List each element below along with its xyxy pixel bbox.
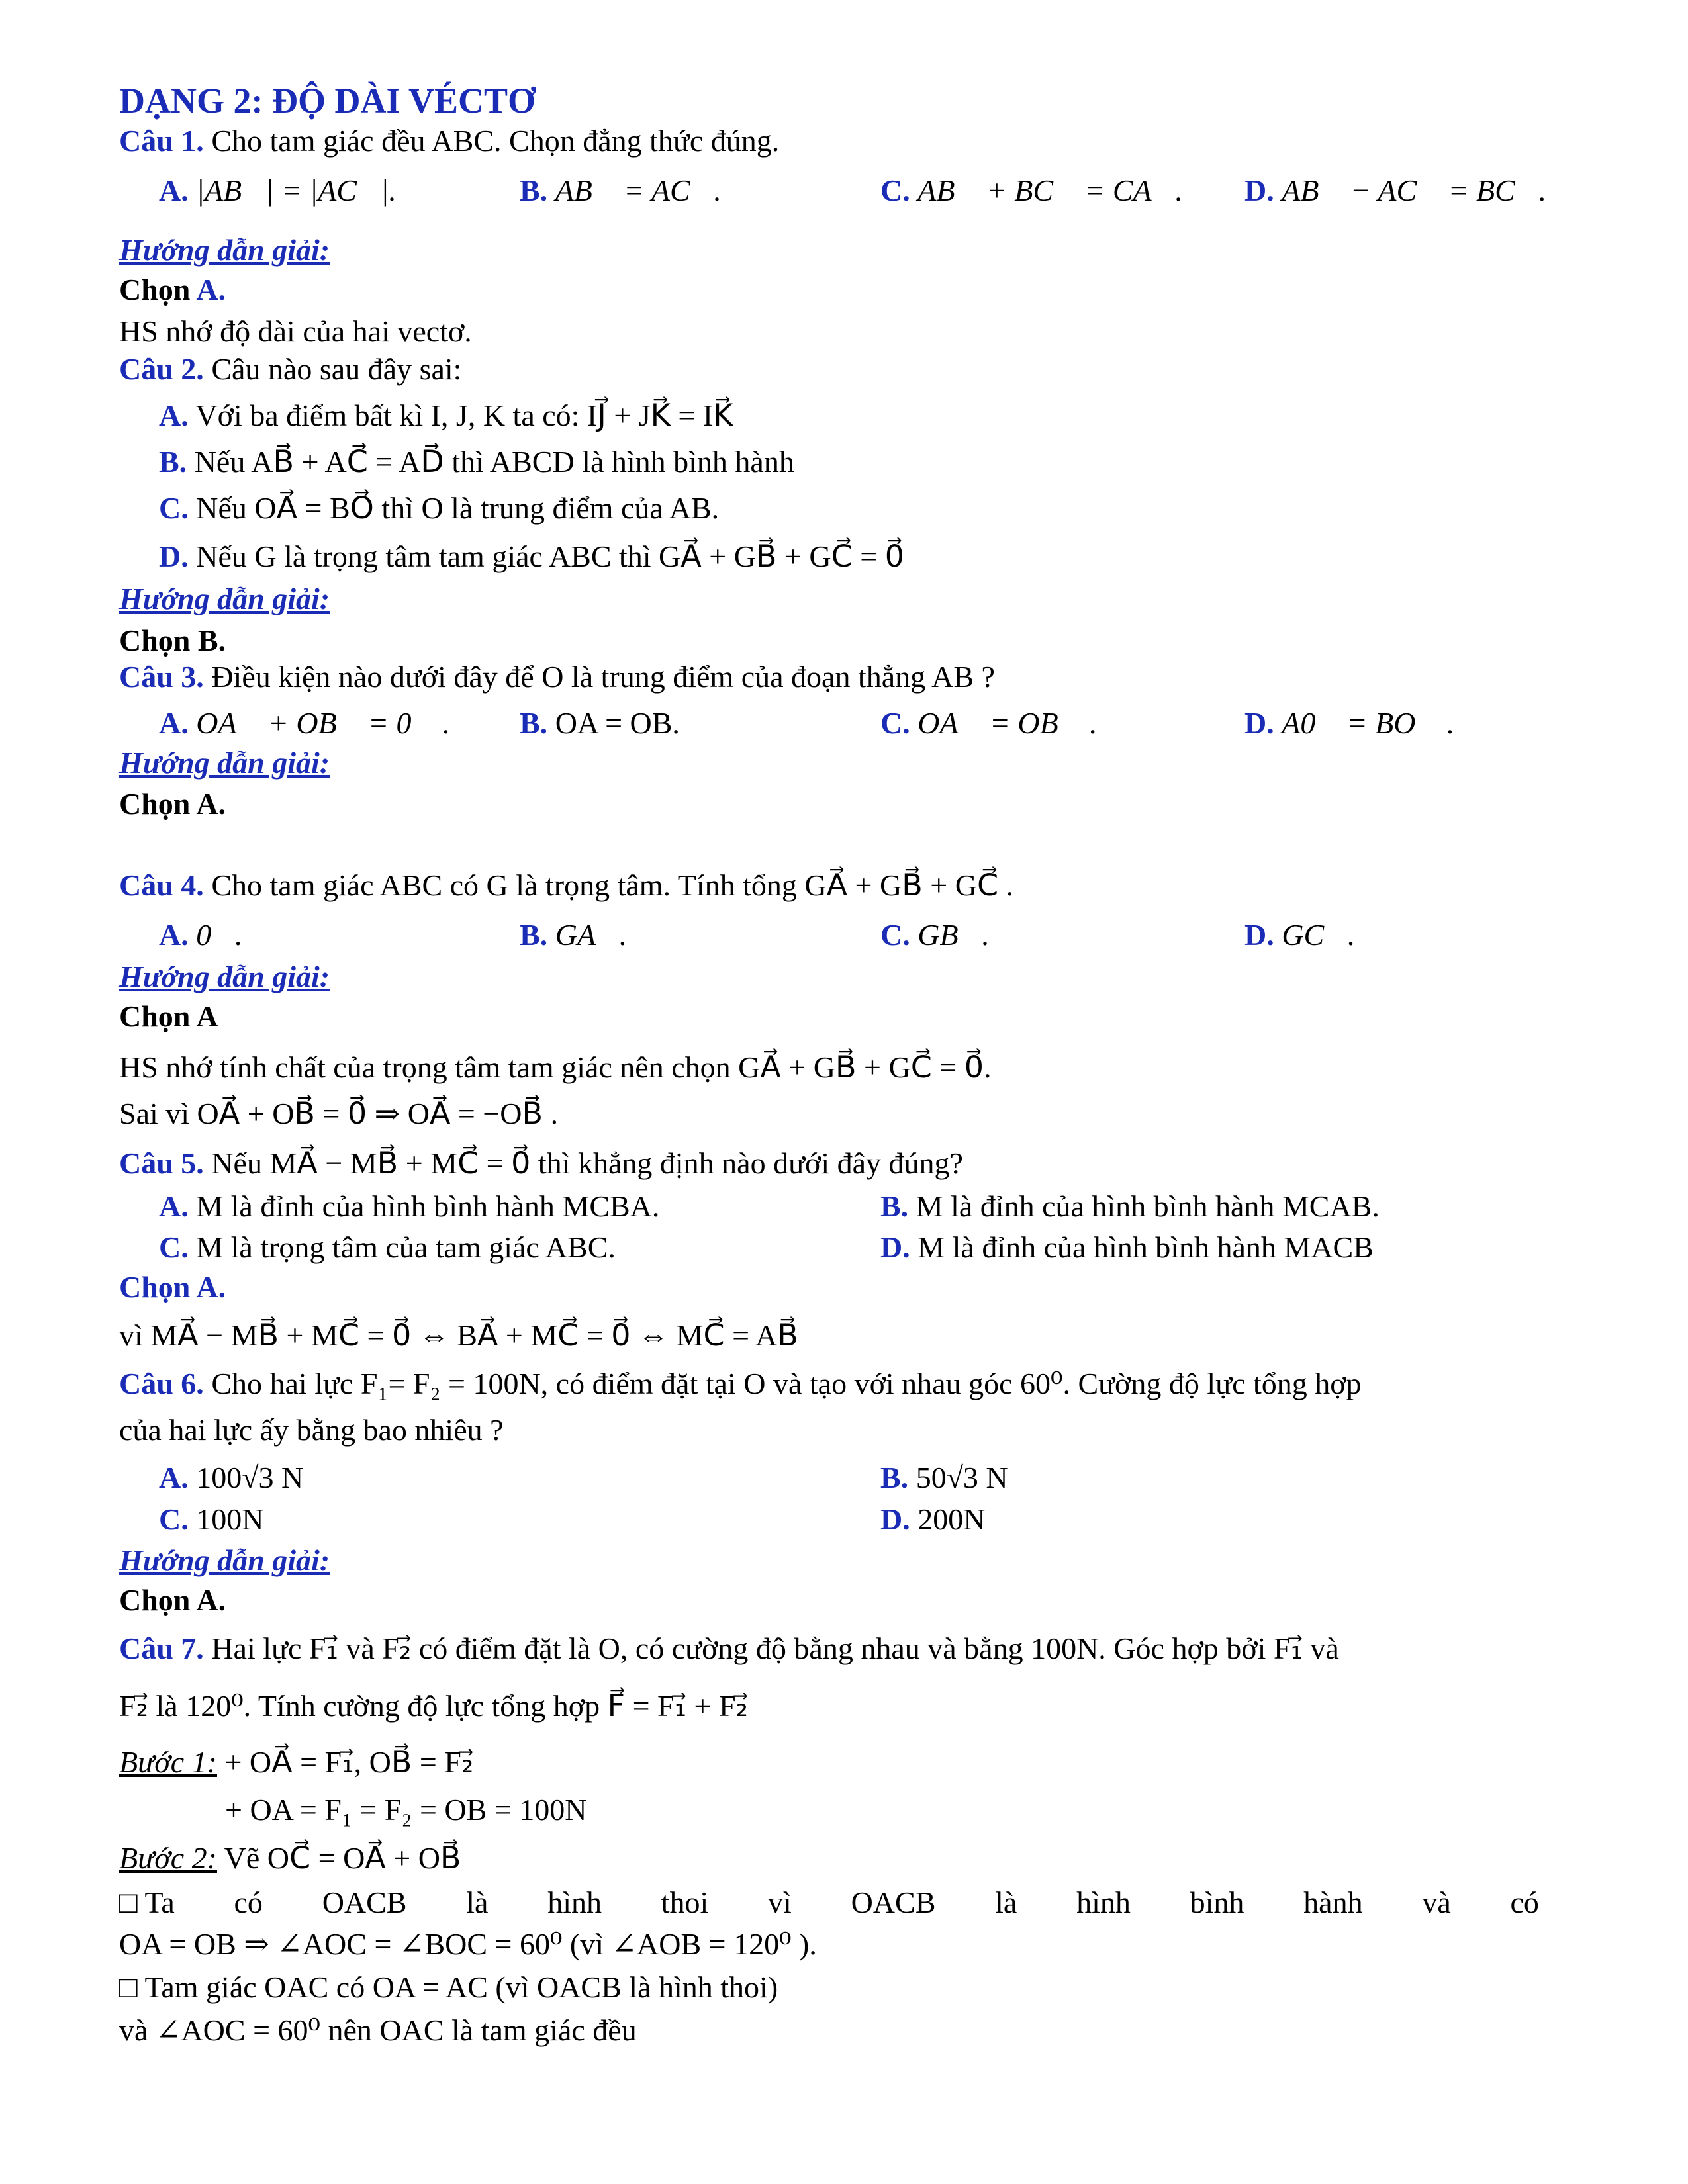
q4-option-b: B. GA⃗. bbox=[520, 918, 628, 952]
answer-note: Sai vì OA⃗ + OB⃗ = 0⃗ ⇒ OA⃗ = −OB⃗ . bbox=[119, 1097, 559, 1130]
q1-option-c: C. AB⃗ + BC⃗ = CA⃗. bbox=[880, 173, 1183, 207]
answer-note: vì MA⃗ − MB⃗ + MC⃗ = 0⃗ ⇔ BA⃗ + MC⃗ = 0⃗ ⇔ MC⃗ = AB⃗ bbox=[119, 1318, 798, 1352]
q4-option-a: A. 0⃗. bbox=[159, 918, 243, 952]
answer-choice: Chọn A. bbox=[119, 1583, 226, 1617]
answer-choice: Chọn A. bbox=[119, 273, 226, 306]
question-7-cont: F₂⃗ là 120⁰. Tính cường độ lực tổng hợp F⃗ = F₁⃗ + F₂⃗ bbox=[119, 1689, 749, 1723]
q6-option-b: B. 50√3 N bbox=[880, 1461, 1008, 1494]
answer-choice: Chọn A. bbox=[119, 787, 226, 821]
q6-option-d: D. 200N bbox=[880, 1502, 986, 1536]
guide-heading: Hướng dẫn giải: bbox=[119, 233, 330, 267]
q2-option-d: D. Nếu G là trọng tâm tam giác ABC thì GA⃗ + GB⃗ + GC⃗ = 0⃗ bbox=[159, 539, 904, 573]
question-1 bbox=[119, 126, 779, 156]
answer-choice: Chọn A. bbox=[119, 1270, 226, 1304]
justified-line: □ Ta có OACB là hình thoi vì OACB là hình bình hành và có bbox=[119, 1886, 1539, 1919]
proof-line: OA = OB ⇒ ∠AOC = ∠BOC = 60⁰ (vì ∠AOB = 120⁰ ). bbox=[119, 1927, 817, 1961]
step-1-detail: + OA = F₁ = F₂ = OB = 100N bbox=[225, 1793, 587, 1827]
answer-note: HS nhớ độ dài của hai vectơ. bbox=[119, 314, 472, 348]
step-2: Bước 2: Vẽ OC⃗ = OA⃗ + OB⃗ bbox=[119, 1841, 461, 1875]
q4-option-d: D. GC⃗. bbox=[1244, 918, 1356, 952]
guide-heading: Hướng dẫn giải: bbox=[119, 746, 330, 780]
question-6: Câu 6. Cho hai lực F₁= F₂ = 100N, có điểm đặt tại O và tạo với nhau góc 60⁰. Cường độ lực tổng hợp bbox=[119, 1367, 1362, 1400]
guide-heading: Hướng dẫn giải: bbox=[119, 582, 330, 615]
step-1: Bước 1: + OA⃗ = F₁⃗, OB⃗ = F₂⃗ bbox=[119, 1745, 474, 1779]
q6-option-a: A. 100√3 N bbox=[159, 1461, 304, 1494]
proof-line: và ∠AOC = 60⁰ nên OAC là tam giác đều bbox=[119, 2013, 637, 2047]
q4-option-c: C. GB⃗. bbox=[880, 918, 990, 952]
question-text: Cho tam giác đều ABC. Chọn đẳng thức đúng. bbox=[203, 124, 780, 158]
q3-option-a: A. OA⃗ + OB⃗ = 0⃗ . bbox=[159, 706, 451, 740]
q2-option-b: B. Nếu AB⃗ + AC⃗ = AD⃗ thì ABCD là hình bình hành bbox=[159, 445, 794, 478]
q5-option-b: B. M là đỉnh của hình bình hành MCAB. bbox=[880, 1189, 1380, 1223]
question-2: Câu 2. Câu nào sau đây sai: bbox=[119, 352, 462, 386]
guide-heading: Hướng dẫn giải: bbox=[119, 960, 330, 993]
answer-choice: Chọn B. bbox=[119, 623, 226, 657]
q1-option-a: A. |AB⃗| = |AC⃗|. bbox=[159, 173, 397, 207]
question-7: Câu 7. Hai lực F₁⃗ và F₂⃗ có điểm đặt là O, có cường độ bằng nhau và bằng 100N. Góc hợp bởi F₁⃗ và bbox=[119, 1631, 1339, 1665]
q1-option-b: B. AB⃗ = AC⃗. bbox=[520, 173, 722, 207]
q3-option-c: C. OA⃗ = OB⃗ . bbox=[880, 706, 1098, 740]
q2-option-c: C. Nếu OA⃗ = BO⃗ thì O là trung điểm của AB. bbox=[159, 491, 720, 525]
question-label: Câu 1. bbox=[119, 124, 204, 158]
q5-option-c: C. M là trọng tâm của tam giác ABC. bbox=[159, 1230, 616, 1264]
q5-option-d: D. M là đỉnh của hình bình hành MACB bbox=[880, 1230, 1374, 1264]
page-title: DẠNG 2: ĐỘ DÀI VÉCTƠ bbox=[119, 81, 536, 120]
answer-choice: Chọn A bbox=[119, 999, 218, 1033]
question-6-cont: của hai lực ấy bằng bao nhiêu ? bbox=[119, 1413, 504, 1447]
q2-option-a: A. Với ba điểm bất kì I, J, K ta có: IJ⃗ + JK⃗ = IK⃗ bbox=[159, 398, 733, 432]
question-4: Câu 4. Cho tam giác ABC có G là trọng tâm. Tính tổng GA⃗ + GB⃗ + GC⃗ . bbox=[119, 868, 1014, 902]
q6-option-c: C. 100N bbox=[159, 1502, 264, 1536]
q3-option-b: B. OA = OB. bbox=[520, 706, 680, 740]
q1-option-d: D. AB⃗ − AC⃗ = BC⃗. bbox=[1244, 173, 1547, 207]
q5-option-a: A. M là đỉnh của hình bình hành MCBA. bbox=[159, 1189, 660, 1223]
proof-line: □ Tam giác OAC có OA = AC (vì OACB là hình thoi) bbox=[119, 1970, 778, 2004]
question-3: Câu 3. Điều kiện nào dưới đây để O là trung điểm của đoạn thẳng AB ? bbox=[119, 660, 995, 694]
q3-option-d: D. A0⃗ = BO⃗ . bbox=[1244, 706, 1455, 740]
answer-note: HS nhớ tính chất của trọng tâm tam giác nên chọn GA⃗ + GB⃗ + GC⃗ = 0⃗. bbox=[119, 1050, 992, 1084]
question-5: Câu 5. Nếu MA⃗ − MB⃗ + MC⃗ = 0⃗ thì khẳng định nào dưới đây đúng? bbox=[119, 1146, 963, 1180]
guide-heading: Hướng dẫn giải: bbox=[119, 1543, 330, 1577]
